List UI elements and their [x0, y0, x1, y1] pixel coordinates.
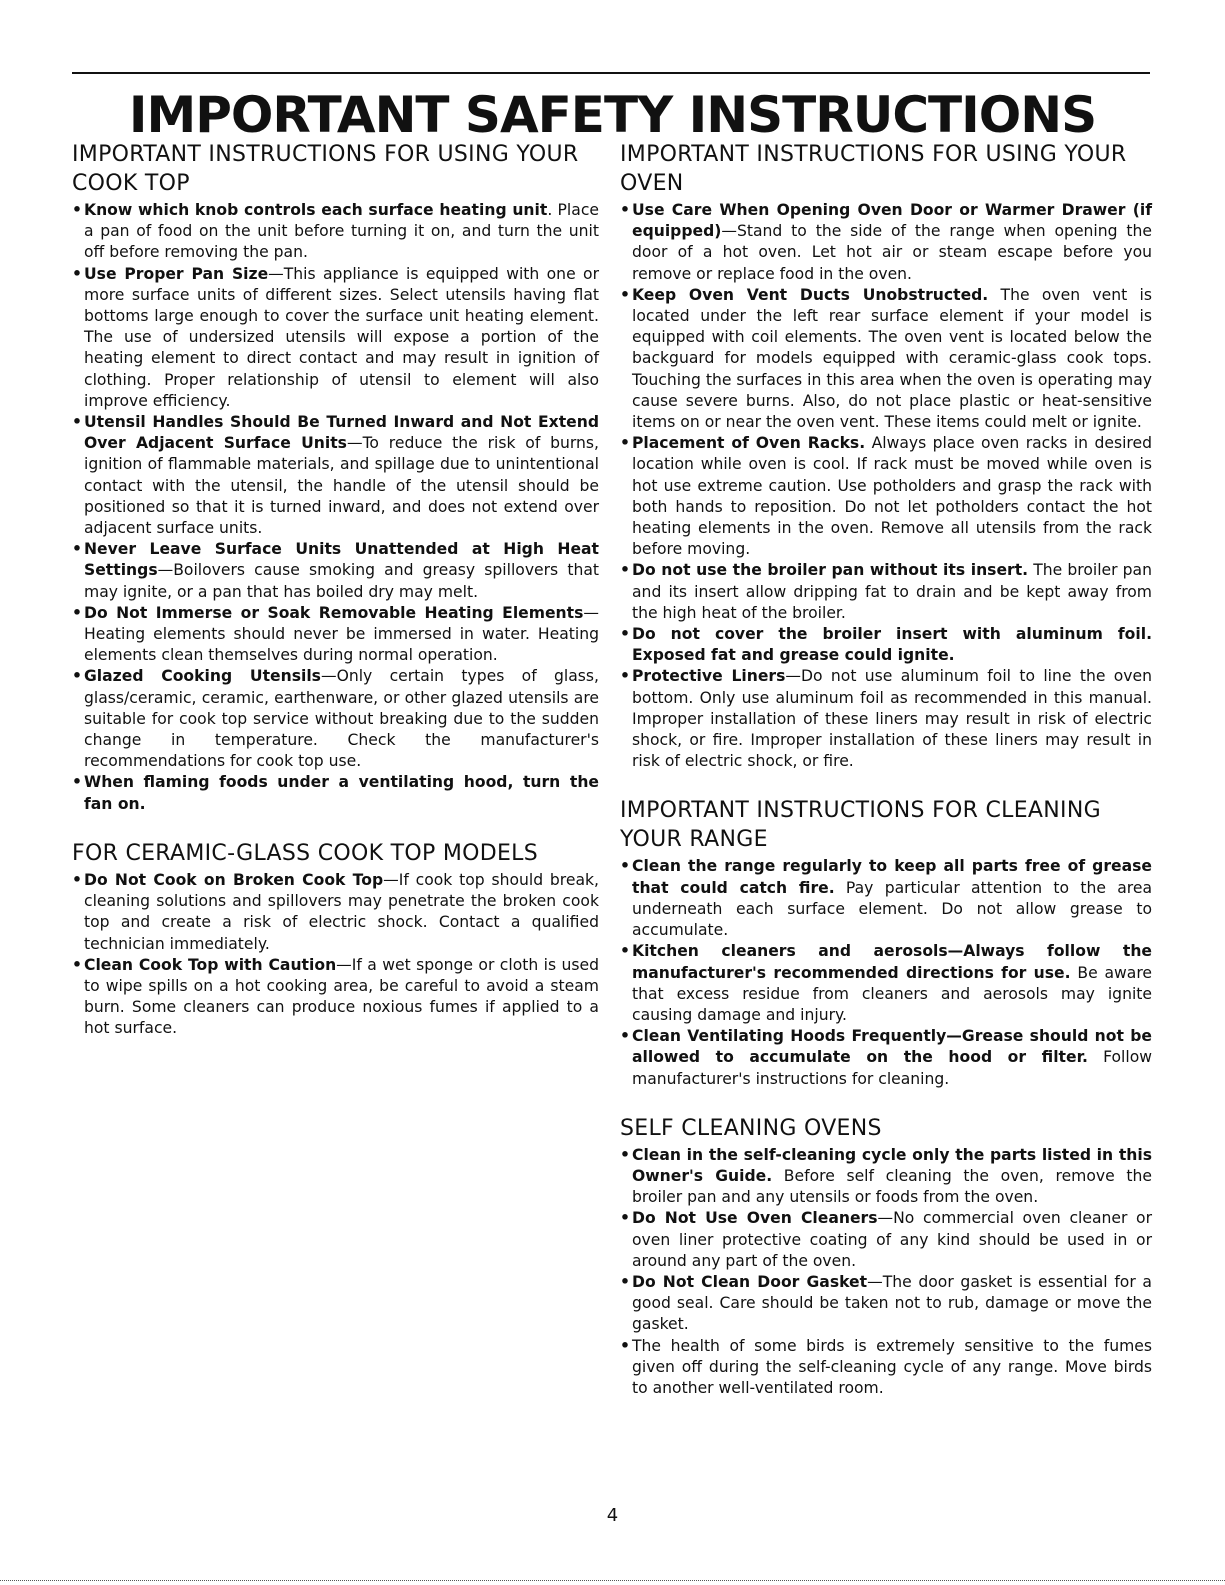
item-lead: Do Not Clean Door Gasket [632, 1272, 868, 1291]
oven-heading: IMPORTANT INSTRUCTIONS FOR USING YOUR OVEN [620, 142, 1127, 196]
list-item [72, 955, 599, 1040]
list-item [620, 666, 1152, 772]
item-text: —Boilovers cause smoking and greasy spillovers that may ignite, or a pan that has boiled dry may melt. [84, 561, 599, 601]
item-text: The health of some birds is extremely sensitive to the fumes given off during the self-cleaning cycle of any range. Move birds to another well-ventilated room. [632, 1336, 1152, 1397]
item-text: —If a wet sponge or cloth is used to wipe spills on a hot cooking area, be careful to avoid a steam burn. Some cleaners can produce noxious fumes if applied to a hot surface. [84, 955, 599, 1038]
ceramic-heading: FOR CERAMIC-GLASS COOK TOP MODELS [72, 840, 539, 866]
item-text: —The door gasket is essential for a good seal. Care should be taken not to rub, damage or move the gasket. [632, 1272, 1152, 1334]
list-item [72, 539, 599, 603]
list-item [620, 856, 1152, 941]
list-item [620, 1272, 1152, 1336]
list-item [620, 560, 1152, 624]
list-item [620, 433, 1152, 560]
item-lead: Use Care When Opening Oven Door or Warmer Drawer (if equipped) [632, 201, 1152, 241]
list-item [620, 1336, 1152, 1400]
list-item [620, 200, 1152, 285]
item-text: The oven vent is located under the left rear surface element if your model is equipped with coil elements. The oven vent is located below the backguard for models equipped with ceramic-glass cook tops. Touching the surfaces in this area when the oven is operating may cause severe burns. Also, do not place plastic or heat-sensitive items on or near the oven vent. These items could melt or ignite. [632, 285, 1152, 432]
item-text: —No commercial oven cleaner or oven liner protective coating of any kind should be used in or around any part of the oven. [632, 1209, 1152, 1270]
item-lead: Kitchen cleaners and aerosols—Always follow the manufacturer's recommended directions for use. [632, 942, 1152, 982]
cleaning-list [620, 856, 1152, 1089]
item-lead: Know which knob controls each surface heating unit [84, 201, 548, 219]
item-text: The broiler pan and its insert allow dripping fat to drain and be kept away from the high heat of the broiler. [632, 561, 1152, 622]
item-text: Be aware that excess residue from cleaners and aerosols may ignite causing damage and injury. [632, 963, 1153, 1024]
item-lead: Do Not Immerse or Soak Removable Heating Elements [84, 603, 584, 622]
item-text: Follow manufacturer's instructions for cleaning. [632, 1048, 1152, 1088]
top-rule [72, 72, 1150, 74]
list-item [72, 264, 599, 412]
list-item [620, 941, 1152, 1026]
cleaning-heading: IMPORTANT INSTRUCTIONS FOR CLEANING YOUR RANGE [620, 798, 1101, 853]
item-lead: When flaming foods under a ventilating hood, turn the fan on. [84, 773, 599, 813]
item-text: . Place a pan of food on the unit before turning it on, and turn the unit off before removing the pan. [84, 201, 599, 262]
ceramic-list [72, 870, 599, 1040]
item-lead: Never Leave Surface Units Unattended at High Heat Settings [84, 540, 599, 580]
item-text: —Only certain types of glass, glass/ceramic, ceramic, earthenware, or other glazed utensils are suitable for cook top service without breaking due to the sudden change in temperature. Check the manufacturer's recommendations for cook top use. [84, 667, 599, 771]
item-lead: Utensil Handles Should Be Turned Inward and Not Extend Over Adjacent Surface Units [84, 413, 599, 453]
item-lead: Do not cover the broiler insert with aluminum foil. Exposed fat and grease could ignite. [632, 625, 1152, 665]
item-text: —If cook top should break, cleaning solutions and spillovers may penetrate the broken cook top and create a risk of electric shock. Contact a qualified technician immediately. [84, 870, 600, 953]
item-lead: Glazed Cooking Utensils [84, 667, 321, 686]
left-column [72, 140, 599, 1040]
list-item [620, 1145, 1152, 1209]
item-text: —Heating elements should never be immersed in water. Heating elements clean themselves during normal operation. [84, 603, 599, 665]
item-lead: Placement of Oven Racks. [632, 434, 866, 453]
item-text: —Do not use aluminum foil to line the oven bottom. Only use aluminum foil as recommended in this manual. Improper installation of these liners may result in risk of electric shock, or fire. Improper installation of these liners may result in risk of electric shock, or fire. [632, 667, 1153, 771]
page-number: 4 [606, 1505, 619, 1526]
item-text: Pay particular attention to the area underneath each surface element. Do not allow grease to accumulate. [632, 878, 1152, 940]
item-lead: Protective Liners [632, 667, 786, 686]
item-lead: Do Not Use Oven Cleaners [632, 1209, 878, 1228]
item-lead: Clean Cook Top with Caution [84, 955, 337, 974]
oven-list [620, 200, 1152, 772]
list-item [72, 412, 599, 539]
item-text: —To reduce the risk of burns, ignition of flammable materials, and spillage due to unintentional contact with the utensil, the handle of the utensil should be positioned so that it is turned inward, and does not extend over adjacent surface units. [84, 434, 599, 538]
item-lead: Do not use the broiler pan without its insert. [632, 561, 1029, 580]
list-item [620, 285, 1152, 433]
right-column [620, 140, 1152, 1399]
self-cleaning-list [620, 1145, 1152, 1399]
list-item [72, 200, 599, 264]
item-text: Always place oven racks in desired location while oven is cool. If rack must be moved while oven is hot use extreme caution. Use potholders and grasp the rack with both hands to reposition. Do not let potholders contact the hot heating elements in the oven. Remove all utensils from the rack before moving. [632, 434, 1152, 559]
list-item [72, 666, 599, 772]
item-lead: Clean the range regularly to keep all parts free of grease that could catch fire. [632, 857, 1152, 897]
item-text: —Stand to the side of the range when opening the door of a hot oven. Let hot air or steam escape before you remove or replace food in the oven. [632, 222, 1152, 283]
list-item [72, 603, 599, 667]
list-item [620, 1026, 1152, 1090]
item-lead: Do Not Cook on Broken Cook Top [84, 870, 384, 889]
item-text: —This appliance is equipped with one or more surface units of different sizes. Select utensils having flat bottoms large enough to cover the surface unit heating element. The use of undersized utensils will expose a portion of the heating element to direct contact and may result in ignition of clothing. Proper relationship of utensil to element will also improve efficiency. [84, 264, 599, 410]
item-lead: Use Proper Pan Size [84, 264, 269, 283]
item-text: Before self cleaning the oven, remove the broiler pan and any utensils or foods from the oven. [632, 1166, 1152, 1207]
item-lead: Clean in the self-cleaning cycle only the parts listed in this Owner's Guide. [632, 1145, 1152, 1185]
list-item [72, 870, 599, 955]
cooktop-list [72, 200, 599, 815]
list-item [620, 1208, 1152, 1272]
list-item [72, 772, 599, 814]
cooktop-heading: IMPORTANT INSTRUCTIONS FOR USING YOUR COOK TOP [72, 142, 579, 196]
item-lead: Clean Ventilating Hoods Frequently—Grease should not be allowed to accumulate on the hood or filter. [632, 1027, 1152, 1067]
self-cleaning-heading: SELF CLEANING OVENS [620, 1115, 882, 1141]
list-item [620, 624, 1152, 666]
item-lead: Keep Oven Vent Ducts Unobstructed. [632, 285, 989, 304]
page-title: IMPORTANT SAFETY INSTRUCTIONS [128, 86, 1097, 144]
bottom-rule [0, 1580, 1225, 1581]
